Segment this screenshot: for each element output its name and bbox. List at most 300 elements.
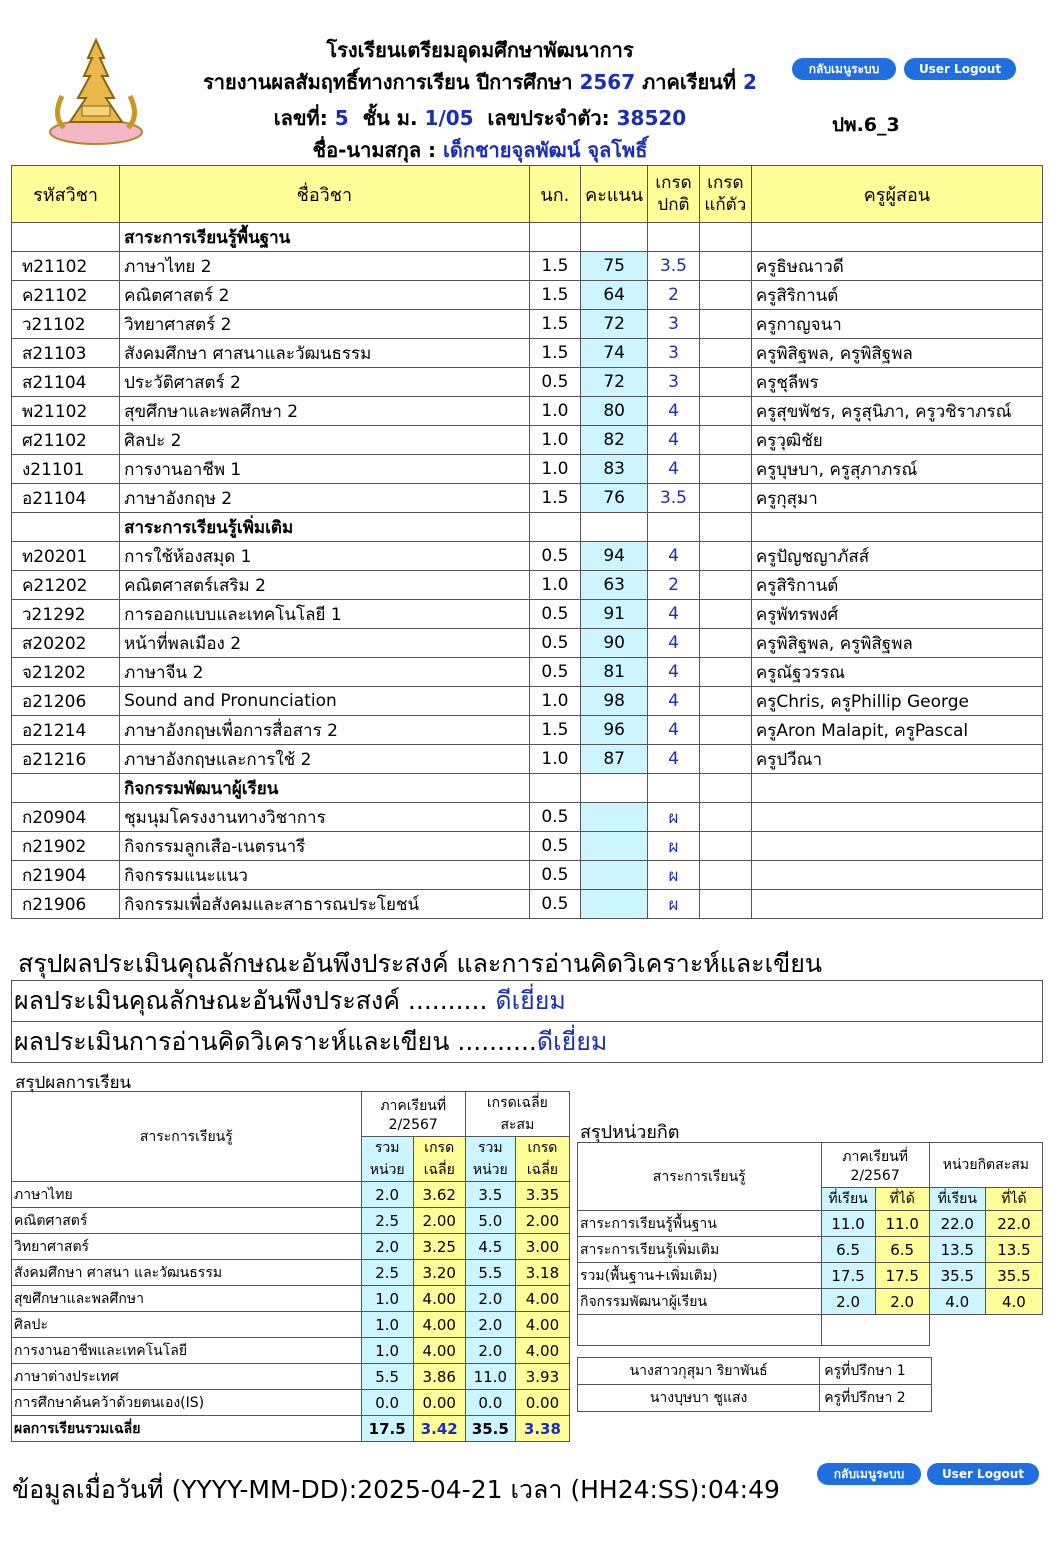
summary-row bbox=[12, 1338, 570, 1364]
summary-row bbox=[12, 1364, 570, 1390]
subject-teacher: ครูสิริกานต์ bbox=[751, 571, 1042, 600]
summary-cum-gpa: 0.00 bbox=[515, 1390, 569, 1416]
summary-row bbox=[12, 1312, 570, 1338]
subject-name: Sound and Pronunciation bbox=[120, 687, 530, 716]
summary-cum-units: 4.5 bbox=[465, 1234, 515, 1260]
subject-row bbox=[12, 310, 1043, 339]
credits-row bbox=[578, 1211, 1043, 1237]
subject-grade-fix bbox=[699, 658, 751, 687]
subject-credit: 1.5 bbox=[529, 484, 581, 513]
subject-grade-fix bbox=[699, 426, 751, 455]
subject-code: ง21101 bbox=[12, 455, 120, 484]
summary-term-gpa: 2.00 bbox=[413, 1208, 465, 1234]
subject-score: 64 bbox=[581, 281, 648, 310]
subject-name: กิจกรรมเพื่อสังคมและสาธารณประโยชน์ bbox=[120, 890, 530, 919]
subject-score bbox=[581, 832, 648, 861]
subject-code: ส21104 bbox=[12, 368, 120, 397]
credits-term-studied: 6.5 bbox=[821, 1237, 875, 1263]
subject-score: 94 bbox=[581, 542, 648, 571]
subject-row bbox=[12, 832, 1043, 861]
subject-code: ว21102 bbox=[12, 310, 120, 339]
student-info-line: เลขที่: 5 ชั้น ม. 1/05 เลขประจำตัว: 38520 bbox=[273, 106, 687, 130]
subject-code: ค21202 bbox=[12, 571, 120, 600]
data-timestamp: ข้อมูลเมื่อวันที่ (YYYY-MM-DD):2025-04-21 เวลา (HH24:SS):04:49 bbox=[12, 1475, 780, 1504]
group-empty-cell bbox=[529, 774, 581, 803]
subject-grade: 3 bbox=[648, 310, 700, 339]
subject-teacher: ครูบุษบา, ครูสุภาภรณ์ bbox=[751, 455, 1042, 484]
subject-grade: ผ bbox=[648, 832, 700, 861]
cum-studied-header: ที่เรียน bbox=[929, 1188, 985, 1211]
subject-credit: 0.5 bbox=[529, 629, 581, 658]
subject-grade-fix bbox=[699, 600, 751, 629]
group-empty-cell bbox=[699, 774, 751, 803]
subject-credit: 1.0 bbox=[529, 397, 581, 426]
credits-cum-studied: 35.5 bbox=[929, 1263, 985, 1289]
subject-code: อ21104 bbox=[12, 484, 120, 513]
group-empty-cell bbox=[648, 774, 700, 803]
group-empty-cell bbox=[751, 513, 1042, 542]
subject-code: ศ21102 bbox=[12, 426, 120, 455]
summary-row bbox=[12, 1260, 570, 1286]
subject-score: 81 bbox=[581, 658, 648, 687]
subject-row bbox=[12, 803, 1043, 832]
subject-grade-fix bbox=[699, 716, 751, 745]
user-logout-button-top[interactable]: User Logout bbox=[904, 58, 1016, 80]
summary-cum-gpa: 2.00 bbox=[515, 1208, 569, 1234]
subject-code: ส20202 bbox=[12, 629, 120, 658]
subject-row bbox=[12, 426, 1043, 455]
subject-teacher: ครูสิริกานต์ bbox=[751, 281, 1042, 310]
group-code-cell bbox=[12, 223, 120, 252]
credits-empty-cell bbox=[929, 1315, 1042, 1346]
subject-name: กิจกรรมแนะแนว bbox=[120, 861, 530, 890]
subject-row bbox=[12, 716, 1043, 745]
summary-row bbox=[12, 1182, 570, 1208]
subject-grade-fix bbox=[699, 832, 751, 861]
school-name: โรงเรียนเตรียมอุดมศึกษาพัฒนาการ bbox=[326, 38, 634, 62]
subject-score: 91 bbox=[581, 600, 648, 629]
subject-credit: 1.0 bbox=[529, 687, 581, 716]
summary-area-header: สาระการเรียนรู้ bbox=[12, 1092, 362, 1182]
advisor-name: นางบุษบา ชูแสง bbox=[578, 1385, 820, 1412]
subject-teacher bbox=[751, 803, 1042, 832]
subject-grade: ผ bbox=[648, 803, 700, 832]
subject-credit: 0.5 bbox=[529, 803, 581, 832]
summary-term-gpa: 3.20 bbox=[413, 1260, 465, 1286]
subject-grade: 4 bbox=[648, 397, 700, 426]
credits-area: สาระการเรียนรู้เพิ่มเติม bbox=[578, 1237, 822, 1263]
group-empty-cell bbox=[529, 513, 581, 542]
subject-score: 72 bbox=[581, 310, 648, 339]
group-empty-cell bbox=[751, 774, 1042, 803]
assessment-title: สรุปผลประเมินคุณลักษณะอันพึงประสงค์ และการอ่านคิดวิเคราะห์และเขียน bbox=[18, 949, 822, 978]
subject-code: ท20201 bbox=[12, 542, 120, 571]
term-earned-header: ที่ได้ bbox=[875, 1188, 929, 1211]
subject-code: อ21206 bbox=[12, 687, 120, 716]
subject-grade-fix bbox=[699, 310, 751, 339]
summary-row bbox=[12, 1234, 570, 1260]
subject-code: อ21216 bbox=[12, 745, 120, 774]
subject-row bbox=[12, 658, 1043, 687]
subject-credit: 1.5 bbox=[529, 339, 581, 368]
student-name: เด็กชายจุลพัฒน์ จุลโพธิ์ bbox=[443, 138, 648, 162]
subject-grade: ผ bbox=[648, 861, 700, 890]
report-title: รายงานผลสัมฤทธิ์ทางการเรียน ปีการศึกษา 2567 ภาคเรียนที่ 2 bbox=[203, 70, 757, 94]
subject-name: คณิตศาสตร์เสริม 2 bbox=[120, 571, 530, 600]
credits-term-header: ภาคเรียนที่ 2/2567 bbox=[821, 1143, 929, 1188]
subject-row bbox=[12, 629, 1043, 658]
subject-score: 80 bbox=[581, 397, 648, 426]
subject-credit: 1.0 bbox=[529, 745, 581, 774]
subject-grade-fix bbox=[699, 542, 751, 571]
advisor-row bbox=[578, 1358, 932, 1385]
subject-teacher: ครูChris, ครูPhillip George bbox=[751, 687, 1042, 716]
group-empty-cell bbox=[581, 774, 648, 803]
subject-code: ก21904 bbox=[12, 861, 120, 890]
summary-table bbox=[11, 1091, 570, 1442]
back-to-menu-button-top[interactable]: กลับเมนูระบบ bbox=[792, 58, 896, 80]
subject-score: 76 bbox=[581, 484, 648, 513]
subject-grade-fix bbox=[699, 252, 751, 281]
credits-row bbox=[578, 1263, 1043, 1289]
summary-cum-units: 5.0 bbox=[465, 1208, 515, 1234]
subject-credit: 0.5 bbox=[529, 832, 581, 861]
subject-teacher: ครูพิสิฐพล, ครูพิสิฐพล bbox=[751, 339, 1042, 368]
advisors-table bbox=[577, 1357, 932, 1412]
subject-name: สุขศึกษาและพลศึกษา 2 bbox=[120, 397, 530, 426]
assessment-table bbox=[11, 980, 1043, 1063]
subject-score bbox=[581, 803, 648, 832]
subject-credit: 1.5 bbox=[529, 716, 581, 745]
credits-term-studied: 11.0 bbox=[821, 1211, 875, 1237]
summary-term-gpa: 3.25 bbox=[413, 1234, 465, 1260]
summary-term-gpa: 0.00 bbox=[413, 1390, 465, 1416]
subject-teacher: ครูวุฒิชัย bbox=[751, 426, 1042, 455]
subject-credit: 1.0 bbox=[529, 426, 581, 455]
form-number: ปพ.6_3 bbox=[832, 114, 900, 136]
character-assessment: ผลประเมินคุณลักษณะอันพึงประสงค์ .......... ดีเยี่ยม bbox=[12, 981, 1043, 1022]
credits-term-earned: 2.0 bbox=[875, 1289, 929, 1315]
credits-term-studied: 17.5 bbox=[821, 1263, 875, 1289]
credits-row bbox=[578, 1289, 1043, 1315]
subject-grade: 4 bbox=[648, 455, 700, 484]
subject-teacher: ครูปัญชญาภัสส์ bbox=[751, 542, 1042, 571]
credits-cum-earned: 13.5 bbox=[985, 1237, 1042, 1263]
group-empty-cell bbox=[699, 513, 751, 542]
credits-empty-cell bbox=[821, 1315, 929, 1346]
summary-row bbox=[12, 1286, 570, 1312]
subject-grade-fix bbox=[699, 629, 751, 658]
credits-term-studied: 2.0 bbox=[821, 1289, 875, 1315]
subject-grade-fix bbox=[699, 571, 751, 600]
subject-code: ท21102 bbox=[12, 252, 120, 281]
subject-teacher: ครูปวีณา bbox=[751, 745, 1042, 774]
group-empty-cell bbox=[648, 513, 700, 542]
summary-cum-gpa: 3.35 bbox=[515, 1182, 569, 1208]
subject-name: ภาษาอังกฤษและการใช้ 2 bbox=[120, 745, 530, 774]
subject-score: 87 bbox=[581, 745, 648, 774]
subject-name: ศิลปะ 2 bbox=[120, 426, 530, 455]
summary-area: ภาษาต่างประเทศ bbox=[12, 1364, 362, 1390]
subject-teacher: ครูธิษณาวดี bbox=[751, 252, 1042, 281]
group-code-cell bbox=[12, 774, 120, 803]
summary-total-cum-units: 35.5 bbox=[465, 1416, 515, 1442]
summary-cum-units: 0.0 bbox=[465, 1390, 515, 1416]
term-gpa-header: เกรด เฉลี่ย bbox=[413, 1137, 465, 1182]
summary-cum-units: 11.0 bbox=[465, 1364, 515, 1390]
subject-grade: 3 bbox=[648, 339, 700, 368]
credits-term-earned: 17.5 bbox=[875, 1263, 929, 1289]
summary-cum-gpa: 4.00 bbox=[515, 1312, 569, 1338]
subject-code: ส21103 bbox=[12, 339, 120, 368]
subject-score: 75 bbox=[581, 252, 648, 281]
cum-units-header: รวม หน่วย bbox=[465, 1137, 515, 1182]
credits-term-earned: 6.5 bbox=[875, 1237, 929, 1263]
credits-cum-earned: 22.0 bbox=[985, 1211, 1042, 1237]
summary-cum-gpa: 3.18 bbox=[515, 1260, 569, 1286]
subject-credit: 1.5 bbox=[529, 252, 581, 281]
student-name-line: ชื่อ-นามสกุล : เด็กชายจุลพัฒน์ จุลโพธิ์ bbox=[312, 138, 648, 162]
group-empty-cell bbox=[648, 223, 700, 252]
subject-grade-fix bbox=[699, 397, 751, 426]
group-row bbox=[12, 223, 1043, 252]
subject-grade: ผ bbox=[648, 890, 700, 919]
summary-term-units: 2.5 bbox=[361, 1260, 413, 1286]
summary-area: ศิลปะ bbox=[12, 1312, 362, 1338]
subject-grade: 2 bbox=[648, 281, 700, 310]
col-subject: ชื่อวิชา bbox=[120, 166, 530, 223]
subject-code: ก21906 bbox=[12, 890, 120, 919]
subject-name: ภาษาไทย 2 bbox=[120, 252, 530, 281]
summary-cum-gpa: 4.00 bbox=[515, 1338, 569, 1364]
col-grade-fix: เกรด แก้ตัว bbox=[699, 166, 751, 223]
subject-teacher: ครูณัฐวรรณ bbox=[751, 658, 1042, 687]
subject-row bbox=[12, 484, 1043, 513]
credits-cum-header: หน่วยกิตสะสม bbox=[929, 1143, 1042, 1188]
advisor-role: ครูที่ปรึกษา 1 bbox=[820, 1358, 932, 1385]
summary-term-units: 1.0 bbox=[361, 1286, 413, 1312]
cum-gpa-header: เกรด เฉลี่ย bbox=[515, 1137, 569, 1182]
subject-grade: 4 bbox=[648, 745, 700, 774]
summary-cum-units: 2.0 bbox=[465, 1312, 515, 1338]
subject-name: ภาษาอังกฤษ 2 bbox=[120, 484, 530, 513]
subject-grade: 4 bbox=[648, 542, 700, 571]
subject-teacher bbox=[751, 861, 1042, 890]
summary-area: คณิตศาสตร์ bbox=[12, 1208, 362, 1234]
summary-term-units: 1.0 bbox=[361, 1312, 413, 1338]
summary-total-term-units: 17.5 bbox=[361, 1416, 413, 1442]
summary-term-gpa: 4.00 bbox=[413, 1286, 465, 1312]
summary-term-units: 2.0 bbox=[361, 1182, 413, 1208]
summary-area: วิทยาศาสตร์ bbox=[12, 1234, 362, 1260]
subject-row bbox=[12, 252, 1043, 281]
summary-cum-units: 3.5 bbox=[465, 1182, 515, 1208]
student-number: 5 bbox=[334, 106, 349, 130]
subject-score: 96 bbox=[581, 716, 648, 745]
subject-grade: 4 bbox=[648, 658, 700, 687]
credits-cum-earned: 35.5 bbox=[985, 1263, 1042, 1289]
summary-row bbox=[12, 1390, 570, 1416]
summary-cum-units: 5.5 bbox=[465, 1260, 515, 1286]
credits-row bbox=[578, 1237, 1043, 1263]
summary-term-gpa: 3.62 bbox=[413, 1182, 465, 1208]
summary-term-gpa: 4.00 bbox=[413, 1312, 465, 1338]
group-row bbox=[12, 513, 1043, 542]
subject-name: การใช้ห้องสมุด 1 bbox=[120, 542, 530, 571]
subject-row bbox=[12, 397, 1043, 426]
character-result: ดีเยี่ยม bbox=[495, 986, 566, 1015]
subject-row bbox=[12, 339, 1043, 368]
summary-total-label: ผลการเรียนรวมเฉลี่ย bbox=[12, 1416, 362, 1442]
summary-term-units: 0.0 bbox=[361, 1390, 413, 1416]
summary-cum-header: เกรดเฉลี่ย สะสม bbox=[465, 1092, 569, 1137]
subject-code: จ21202 bbox=[12, 658, 120, 687]
group-label: สาระการเรียนรู้เพิ่มเติม bbox=[120, 513, 530, 542]
term-studied-header: ที่เรียน bbox=[821, 1188, 875, 1211]
subject-row bbox=[12, 600, 1043, 629]
group-empty-cell bbox=[529, 223, 581, 252]
subject-code: อ21214 bbox=[12, 716, 120, 745]
summary-total-cum-gpa: 3.38 bbox=[515, 1416, 569, 1442]
credits-term-earned: 11.0 bbox=[875, 1211, 929, 1237]
subject-credit: 0.5 bbox=[529, 368, 581, 397]
subject-score: 74 bbox=[581, 339, 648, 368]
subject-credit: 0.5 bbox=[529, 600, 581, 629]
col-score: คะแนน bbox=[581, 166, 648, 223]
subject-grade: 2 bbox=[648, 571, 700, 600]
subject-grade-fix bbox=[699, 803, 751, 832]
summary-total-term-gpa: 3.42 bbox=[413, 1416, 465, 1442]
credits-table bbox=[577, 1142, 1043, 1346]
subject-grade-fix bbox=[699, 745, 751, 774]
subject-grade: 3.5 bbox=[648, 252, 700, 281]
subject-grade: 4 bbox=[648, 687, 700, 716]
subject-row bbox=[12, 745, 1043, 774]
subject-teacher: ครูAron Malapit, ครูPascal bbox=[751, 716, 1042, 745]
subject-teacher: ครูพิสิฐพล, ครูพิสิฐพล bbox=[751, 629, 1042, 658]
subject-row bbox=[12, 455, 1043, 484]
reading-result: ดีเยี่ยม bbox=[536, 1027, 608, 1056]
subject-score: 83 bbox=[581, 455, 648, 484]
summary-row bbox=[12, 1208, 570, 1234]
credits-cum-earned: 4.0 bbox=[985, 1289, 1042, 1315]
subject-credit: 0.5 bbox=[529, 861, 581, 890]
group-label: สาระการเรียนรู้พื้นฐาน bbox=[120, 223, 530, 252]
advisor-name: นางสาวกุสุมา ริยาพันธ์ bbox=[578, 1358, 820, 1385]
summary-cum-gpa: 4.00 bbox=[515, 1286, 569, 1312]
credits-area: สาระการเรียนรู้พื้นฐาน bbox=[578, 1211, 822, 1237]
back-to-menu-button-bottom[interactable]: กลับเมนูระบบ bbox=[817, 1463, 921, 1485]
summary-area: ภาษาไทย bbox=[12, 1182, 362, 1208]
subject-teacher bbox=[751, 832, 1042, 861]
subject-teacher: ครูสุขพัชร, ครูสุนิภา, ครูวชิราภรณ์ bbox=[751, 397, 1042, 426]
subject-row bbox=[12, 542, 1043, 571]
subject-name: คณิตศาสตร์ 2 bbox=[120, 281, 530, 310]
subject-grade-fix bbox=[699, 368, 751, 397]
subject-name: ภาษาอังกฤษเพื่อการสื่อสาร 2 bbox=[120, 716, 530, 745]
summary-term-units: 2.5 bbox=[361, 1208, 413, 1234]
advisor-role: ครูที่ปรึกษา 2 bbox=[820, 1385, 932, 1412]
subject-code: ว21292 bbox=[12, 600, 120, 629]
summary-title: สรุปผลการเรียน bbox=[15, 1073, 132, 1093]
subject-grade-fix bbox=[699, 339, 751, 368]
col-grade-normal: เกรด ปกติ bbox=[648, 166, 700, 223]
subject-score bbox=[581, 890, 648, 919]
subject-credit: 0.5 bbox=[529, 658, 581, 687]
school-emblem-logo bbox=[42, 36, 150, 148]
subject-row bbox=[12, 687, 1043, 716]
subject-score: 98 bbox=[581, 687, 648, 716]
subject-grade: 4 bbox=[648, 426, 700, 455]
group-label: กิจกรรมพัฒนาผู้เรียน bbox=[120, 774, 530, 803]
subject-code: พ21102 bbox=[12, 397, 120, 426]
summary-cum-units: 2.0 bbox=[465, 1338, 515, 1364]
academic-year: 2567 bbox=[579, 70, 636, 94]
credits-title: สรุปหน่วยกิต bbox=[580, 1122, 680, 1143]
subject-name: ประวัติศาสตร์ 2 bbox=[120, 368, 530, 397]
subject-grade: 4 bbox=[648, 716, 700, 745]
credits-area-header: สาระการเรียนรู้ bbox=[578, 1143, 822, 1211]
subject-name: วิทยาศาสตร์ 2 bbox=[120, 310, 530, 339]
subject-grade-fix bbox=[699, 484, 751, 513]
summary-area: สุขศึกษาและพลศึกษา bbox=[12, 1286, 362, 1312]
summary-cum-gpa: 3.93 bbox=[515, 1364, 569, 1390]
subject-grade-fix bbox=[699, 890, 751, 919]
reading-assessment: ผลประเมินการอ่านคิดวิเคราะห์และเขียน ..........ดีเยี่ยม bbox=[12, 1022, 1043, 1063]
summary-cum-gpa: 3.00 bbox=[515, 1234, 569, 1260]
grades-table bbox=[11, 165, 1043, 919]
subject-name: กิจกรรมลูกเสือ-เนตรนารี bbox=[120, 832, 530, 861]
summary-cum-units: 2.0 bbox=[465, 1286, 515, 1312]
subject-teacher: ครูกาญจนา bbox=[751, 310, 1042, 339]
subject-name: การออกแบบและเทคโนโลยี 1 bbox=[120, 600, 530, 629]
subject-code: ค21102 bbox=[12, 281, 120, 310]
subject-row bbox=[12, 890, 1043, 919]
subject-code: ก21902 bbox=[12, 832, 120, 861]
subject-code: ก20904 bbox=[12, 803, 120, 832]
summary-term-header: ภาคเรียนที่ 2/2567 bbox=[361, 1092, 465, 1137]
subject-name: หน้าที่พลเมือง 2 bbox=[120, 629, 530, 658]
term-units-header: รวม หน่วย bbox=[361, 1137, 413, 1182]
subject-score: 63 bbox=[581, 571, 648, 600]
summary-term-gpa: 4.00 bbox=[413, 1338, 465, 1364]
credits-cum-studied: 22.0 bbox=[929, 1211, 985, 1237]
subject-credit: 1.0 bbox=[529, 455, 581, 484]
subject-grade: 4 bbox=[648, 600, 700, 629]
subject-teacher: ครูชุลีพร bbox=[751, 368, 1042, 397]
group-row bbox=[12, 774, 1043, 803]
credits-cum-studied: 13.5 bbox=[929, 1237, 985, 1263]
subject-credit: 1.0 bbox=[529, 571, 581, 600]
subject-credit: 0.5 bbox=[529, 542, 581, 571]
summary-term-units: 1.0 bbox=[361, 1338, 413, 1364]
subject-row bbox=[12, 368, 1043, 397]
advisor-row bbox=[578, 1385, 932, 1412]
summary-area: การงานอาชีพและเทคโนโลยี bbox=[12, 1338, 362, 1364]
subject-grade-fix bbox=[699, 281, 751, 310]
subject-score: 72 bbox=[581, 368, 648, 397]
summary-term-gpa: 3.86 bbox=[413, 1364, 465, 1390]
subject-teacher bbox=[751, 890, 1042, 919]
subject-teacher: ครูพัทรพงศ์ bbox=[751, 600, 1042, 629]
summary-area: การศึกษาค้นคว้าด้วยตนเอง(IS) bbox=[12, 1390, 362, 1416]
user-logout-button-bottom[interactable]: User Logout bbox=[927, 1463, 1039, 1485]
class-room: 1/05 bbox=[424, 106, 474, 130]
summary-area: สังคมศึกษา ศาสนา และวัฒนธรรม bbox=[12, 1260, 362, 1286]
credits-cum-studied: 4.0 bbox=[929, 1289, 985, 1315]
subject-grade-fix bbox=[699, 455, 751, 484]
subject-credit: 1.5 bbox=[529, 281, 581, 310]
